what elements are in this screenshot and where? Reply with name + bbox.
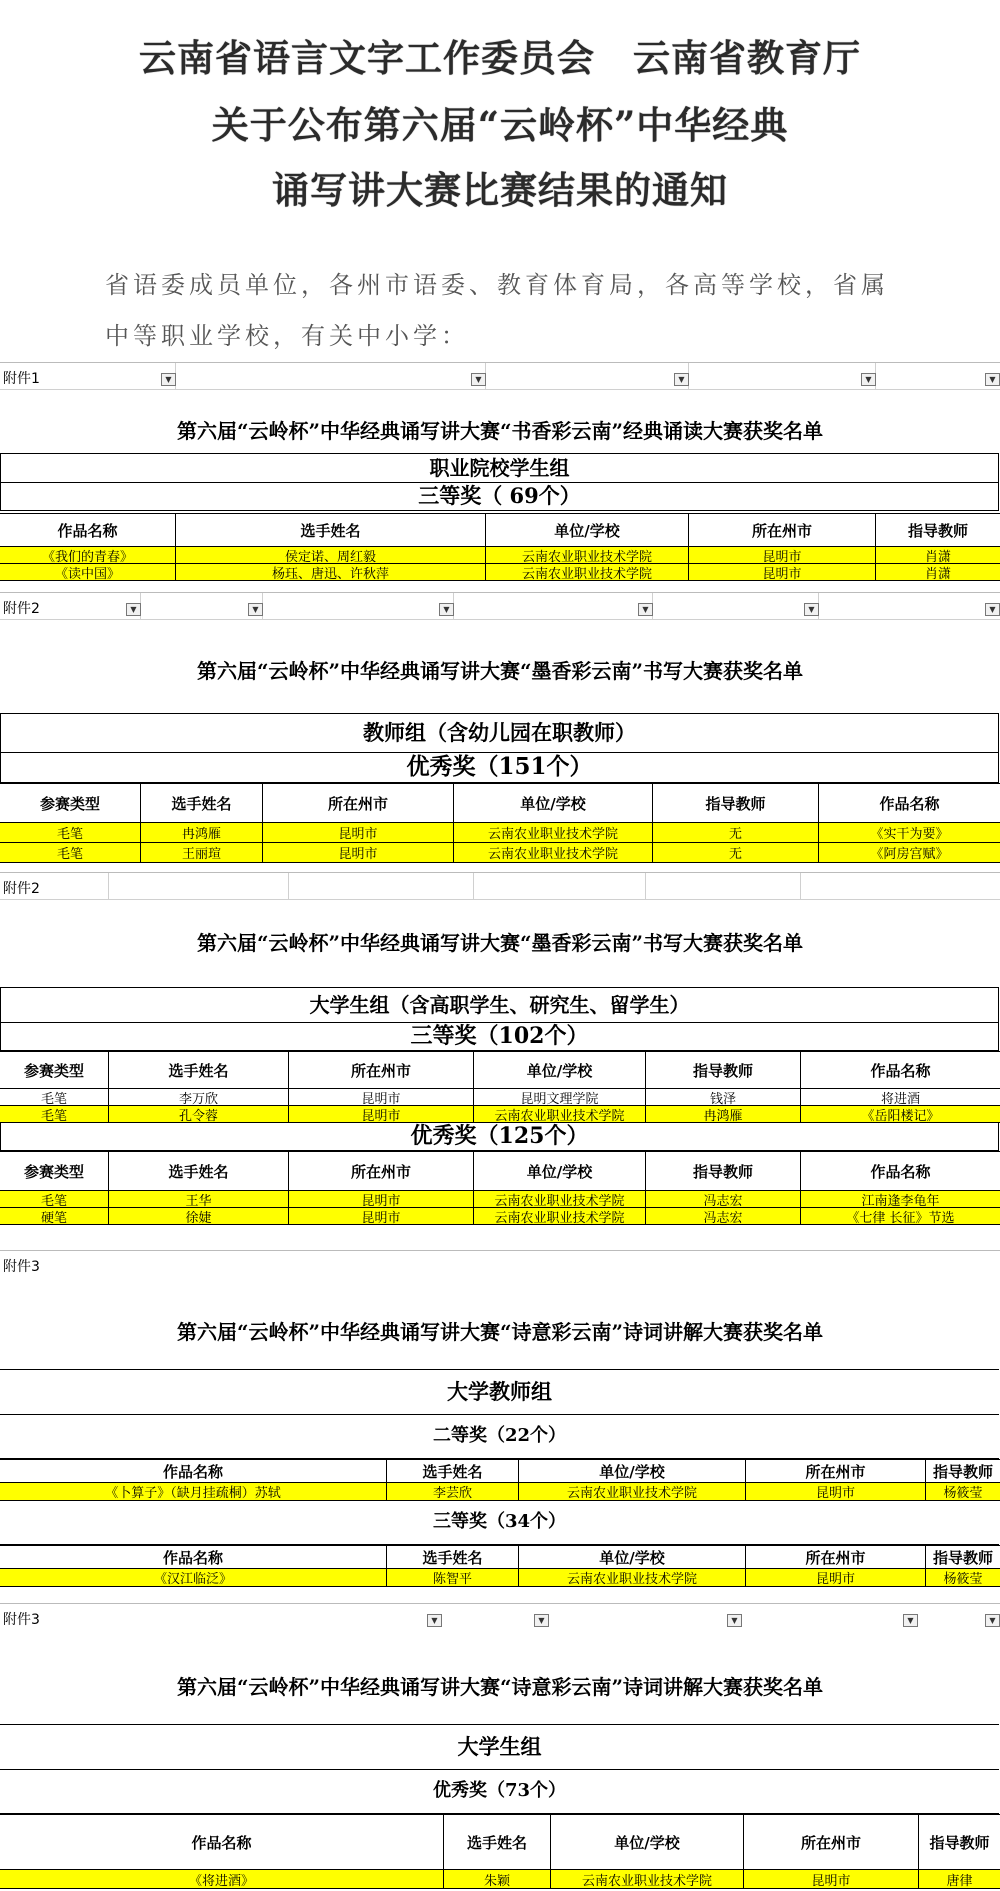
column-header: 所在州市 (288, 1051, 473, 1089)
table-cell: 肖潇 (875, 547, 1000, 564)
table-cell: 钱泽 (645, 1089, 800, 1106)
award-label: 优秀奖（73个） (0, 1770, 999, 1814)
table-row (0, 547, 1000, 564)
table-cell: 昆明市 (688, 564, 875, 581)
table-cell: 陈智平 (386, 1569, 518, 1587)
table-header-row (0, 1151, 1000, 1191)
table-cell: 无 (652, 823, 818, 843)
sheet-title: 第六届“云岭杯”中华经典诵写讲大赛“墨香彩云南”书写大赛获奖名单 (196, 931, 803, 955)
notice-title-line-3: 诵写讲大赛比赛结果的通知 (272, 168, 728, 212)
attachment-row (0, 363, 1000, 390)
column-separator (473, 873, 474, 899)
table-cell: 冉鸿雁 (140, 823, 262, 843)
table-row (0, 1089, 1000, 1106)
column-header: 单位/学校 (473, 1051, 645, 1089)
table-cell: 冯志宏 (645, 1208, 800, 1225)
table-cell: 云南农业职业技术学院 (518, 1483, 745, 1501)
filter-dropdown-icon[interactable]: ▼ (727, 1614, 742, 1627)
table-cell: 肖潇 (875, 564, 1000, 581)
attachment-row (0, 1604, 1000, 1630)
column-header: 选手姓名 (175, 513, 485, 547)
table-cell: 李芸欣 (386, 1483, 518, 1501)
table-cell: 毛笔 (0, 843, 140, 863)
sheet-attachment-2-students (0, 872, 1000, 1248)
table-cell: 云南农业职业技术学院 (485, 547, 688, 564)
table-cell: 昆明市 (745, 1483, 925, 1501)
table-cell: 昆明市 (745, 1569, 925, 1587)
table-cell: 云南农业职业技术学院 (485, 564, 688, 581)
table-cell: 云南农业职业技术学院 (550, 1870, 743, 1889)
award-label: 优秀奖（151个） (0, 753, 999, 783)
filter-dropdown-icon[interactable]: ▼ (638, 603, 653, 616)
attachment-label: 附件3 (3, 1612, 40, 1628)
table-cell: 昆明市 (688, 547, 875, 564)
column-header: 选手姓名 (386, 1459, 518, 1483)
notice-title-line-1: 云南省语言文字工作委员会 云南省教育厅 (139, 36, 861, 80)
table-row (0, 1191, 1000, 1208)
notice-intro-line-1: 省语委成员单位，各州市语委、教育体育局，各高等学校，省属 (105, 271, 889, 299)
filter-dropdown-icon[interactable]: ▼ (439, 603, 454, 616)
notice-intro-line-2: 中等职业学校，有关中小学： (105, 322, 469, 350)
column-header: 单位/学校 (485, 513, 688, 547)
column-header: 所在州市 (743, 1814, 918, 1870)
column-header: 作品名称 (0, 1459, 386, 1483)
column-header: 参赛类型 (0, 1151, 108, 1191)
table-cell: 云南农业职业技术学院 (473, 1106, 645, 1123)
table-cell: 冉鸿雁 (645, 1106, 800, 1123)
award-label: 二等奖（22个） (0, 1415, 999, 1459)
sheet-attachment-3-students (0, 1603, 1000, 1891)
sheet-title: 第六届“云岭杯”中华经典诵写讲大赛“诗意彩云南”诗词讲解大赛获奖名单 (176, 1675, 823, 1699)
table-cell: 《卜算子》（缺月挂疏桐）苏轼 (0, 1483, 386, 1501)
table-cell: 毛笔 (0, 1106, 108, 1123)
sheet-title: 第六届“云岭杯”中华经典诵写讲大赛“诗意彩云南”诗词讲解大赛获奖名单 (176, 1320, 823, 1344)
sheet-attachment-2-teachers (0, 592, 1000, 871)
table-cell: 云南农业职业技术学院 (473, 1208, 645, 1225)
table-cell: 毛笔 (0, 823, 140, 843)
table-cell: 《七律 长征》节选 (800, 1208, 1000, 1225)
table-row (0, 823, 1000, 843)
table-cell: 云南农业职业技术学院 (453, 823, 652, 843)
column-header: 选手姓名 (443, 1814, 550, 1870)
table-cell: 昆明市 (288, 1089, 473, 1106)
column-header: 单位/学校 (473, 1151, 645, 1191)
filter-dropdown-icon[interactable]: ▼ (126, 603, 141, 616)
filter-dropdown-icon[interactable]: ▼ (903, 1614, 918, 1627)
column-header: 指导教师 (925, 1459, 1000, 1483)
table-cell: 杨筱莹 (925, 1483, 1000, 1501)
filter-dropdown-icon[interactable]: ▼ (985, 373, 1000, 386)
table-cell: 云南农业职业技术学院 (453, 843, 652, 863)
column-header: 作品名称 (800, 1151, 1000, 1191)
award-label: 优秀奖（125个） (0, 1123, 999, 1151)
table-row (0, 1870, 1000, 1889)
filter-dropdown-icon[interactable]: ▼ (861, 373, 876, 386)
table-row (0, 1483, 1000, 1501)
table-row (0, 1208, 1000, 1225)
attachment-row (0, 873, 1000, 900)
column-header: 作品名称 (818, 783, 1000, 823)
notice-header (0, 0, 1000, 362)
table-cell: 毛笔 (0, 1089, 108, 1106)
table-cell: 《汉江临泛》 (0, 1569, 386, 1587)
filter-dropdown-icon[interactable]: ▼ (985, 1614, 1000, 1627)
group-label: 大学教师组 (0, 1369, 999, 1415)
column-header: 选手姓名 (386, 1545, 518, 1569)
table-cell: 杨珏、唐迅、许秋萍 (175, 564, 485, 581)
table-cell: 《我们的青春》 (0, 547, 175, 564)
table-cell: 云南农业职业技术学院 (518, 1569, 745, 1587)
filter-dropdown-icon[interactable]: ▼ (248, 603, 263, 616)
table-cell: 冯志宏 (645, 1191, 800, 1208)
table-cell: 昆明市 (288, 1191, 473, 1208)
table-header-row (0, 1545, 1000, 1569)
group-label: 职业院校学生组 (0, 453, 999, 483)
table-cell: 昆明文理学院 (473, 1089, 645, 1106)
filter-dropdown-icon[interactable]: ▼ (985, 603, 1000, 616)
column-header: 所在州市 (262, 783, 453, 823)
table-cell: 《读中国》 (0, 564, 175, 581)
notice-title-line-2: 关于公布第六届“云岭杯”中华经典 (211, 103, 789, 147)
column-header: 指导教师 (875, 513, 1000, 547)
column-separator (288, 873, 289, 899)
filter-dropdown-icon[interactable]: ▼ (471, 373, 486, 386)
group-label: 大学生组 (0, 1724, 999, 1770)
attachment-label: 附件3 (3, 1259, 40, 1275)
table-cell: 《岳阳楼记》 (800, 1106, 1000, 1123)
award-label: 三等奖（102个） (0, 1023, 999, 1051)
table-cell: 硬笔 (0, 1208, 108, 1225)
table-cell: 昆明市 (262, 823, 453, 843)
column-header: 单位/学校 (518, 1545, 745, 1569)
column-header: 单位/学校 (518, 1459, 745, 1483)
column-separator (800, 873, 801, 899)
filter-dropdown-icon[interactable]: ▼ (674, 373, 689, 386)
table-header-row (0, 1051, 1000, 1089)
table-cell: 王华 (108, 1191, 288, 1208)
table-cell: 孔令蓉 (108, 1106, 288, 1123)
column-header: 选手姓名 (140, 783, 262, 823)
attachment-label: 附件1 (3, 371, 40, 387)
table-cell: 无 (652, 843, 818, 863)
group-label: 教师组（含幼儿园在职教师） (0, 713, 999, 753)
attachment-row (0, 1251, 1000, 1277)
column-header: 单位/学校 (453, 783, 652, 823)
table-cell: 侯定诺、周红毅 (175, 547, 485, 564)
table-cell: 徐婕 (108, 1208, 288, 1225)
table-cell: 李万欣 (108, 1089, 288, 1106)
table-row (0, 564, 1000, 581)
column-header: 所在州市 (688, 513, 875, 547)
column-header: 作品名称 (800, 1051, 1000, 1089)
column-separator (645, 873, 646, 899)
table-cell: 昆明市 (288, 1208, 473, 1225)
attachment-row (0, 593, 1000, 620)
table-cell: 昆明市 (262, 843, 453, 863)
filter-dropdown-icon[interactable]: ▼ (804, 603, 819, 616)
attachment-label: 附件2 (3, 881, 40, 897)
sheet-title: 第六届“云岭杯”中华经典诵写讲大赛“墨香彩云南”书写大赛获奖名单 (196, 659, 803, 683)
sheet-attachment-1 (0, 362, 1000, 591)
table-row (0, 843, 1000, 863)
column-header: 选手姓名 (108, 1151, 288, 1191)
award-label: 三等奖（ 69个） (0, 483, 999, 511)
filter-dropdown-icon[interactable]: ▼ (427, 1614, 442, 1627)
column-header: 参赛类型 (0, 783, 140, 823)
sheet-attachment-3-teachers (0, 1250, 1000, 1601)
award-label: 三等奖（34个） (0, 1501, 999, 1545)
table-cell: 将进酒 (800, 1089, 1000, 1106)
column-header: 指导教师 (918, 1814, 1000, 1870)
table-cell: 唐律 (918, 1870, 1000, 1889)
column-separator (108, 873, 109, 899)
table-header-row (0, 1459, 1000, 1483)
column-header: 作品名称 (0, 1814, 443, 1870)
table-header-row (0, 783, 1000, 823)
column-header: 选手姓名 (108, 1051, 288, 1089)
group-label: 大学生组（含高职学生、研究生、留学生） (0, 987, 999, 1023)
column-header: 指导教师 (645, 1151, 800, 1191)
column-header: 作品名称 (0, 513, 175, 547)
column-header: 所在州市 (745, 1545, 925, 1569)
column-header: 指导教师 (645, 1051, 800, 1089)
column-header: 指导教师 (925, 1545, 1000, 1569)
table-cell: 昆明市 (743, 1870, 918, 1889)
table-cell: 毛笔 (0, 1191, 108, 1208)
table-cell: 杨筱莹 (925, 1569, 1000, 1587)
column-header: 作品名称 (0, 1545, 386, 1569)
table-cell: 《阿房宫赋》 (818, 843, 1000, 863)
column-header: 所在州市 (745, 1459, 925, 1483)
column-header: 所在州市 (288, 1151, 473, 1191)
table-cell: 江南逢李龟年 (800, 1191, 1000, 1208)
table-header-row (0, 513, 1000, 547)
sheet-title: 第六届“云岭杯”中华经典诵写讲大赛“书香彩云南”经典诵读大赛获奖名单 (176, 419, 823, 443)
column-header: 单位/学校 (550, 1814, 743, 1870)
attachment-label: 附件2 (3, 601, 40, 617)
filter-dropdown-icon[interactable]: ▼ (161, 373, 176, 386)
table-cell: 王丽瑄 (140, 843, 262, 863)
column-header: 指导教师 (652, 783, 818, 823)
table-row (0, 1106, 1000, 1123)
table-header-row (0, 1814, 1000, 1870)
table-cell: 《实干为要》 (818, 823, 1000, 843)
table-cell: 《将进酒》 (0, 1870, 443, 1889)
column-header: 参赛类型 (0, 1051, 108, 1089)
filter-dropdown-icon[interactable]: ▼ (534, 1614, 549, 1627)
table-cell: 云南农业职业技术学院 (473, 1191, 645, 1208)
table-cell: 朱颖 (443, 1870, 550, 1889)
table-cell: 昆明市 (288, 1106, 473, 1123)
table-row (0, 1569, 1000, 1587)
